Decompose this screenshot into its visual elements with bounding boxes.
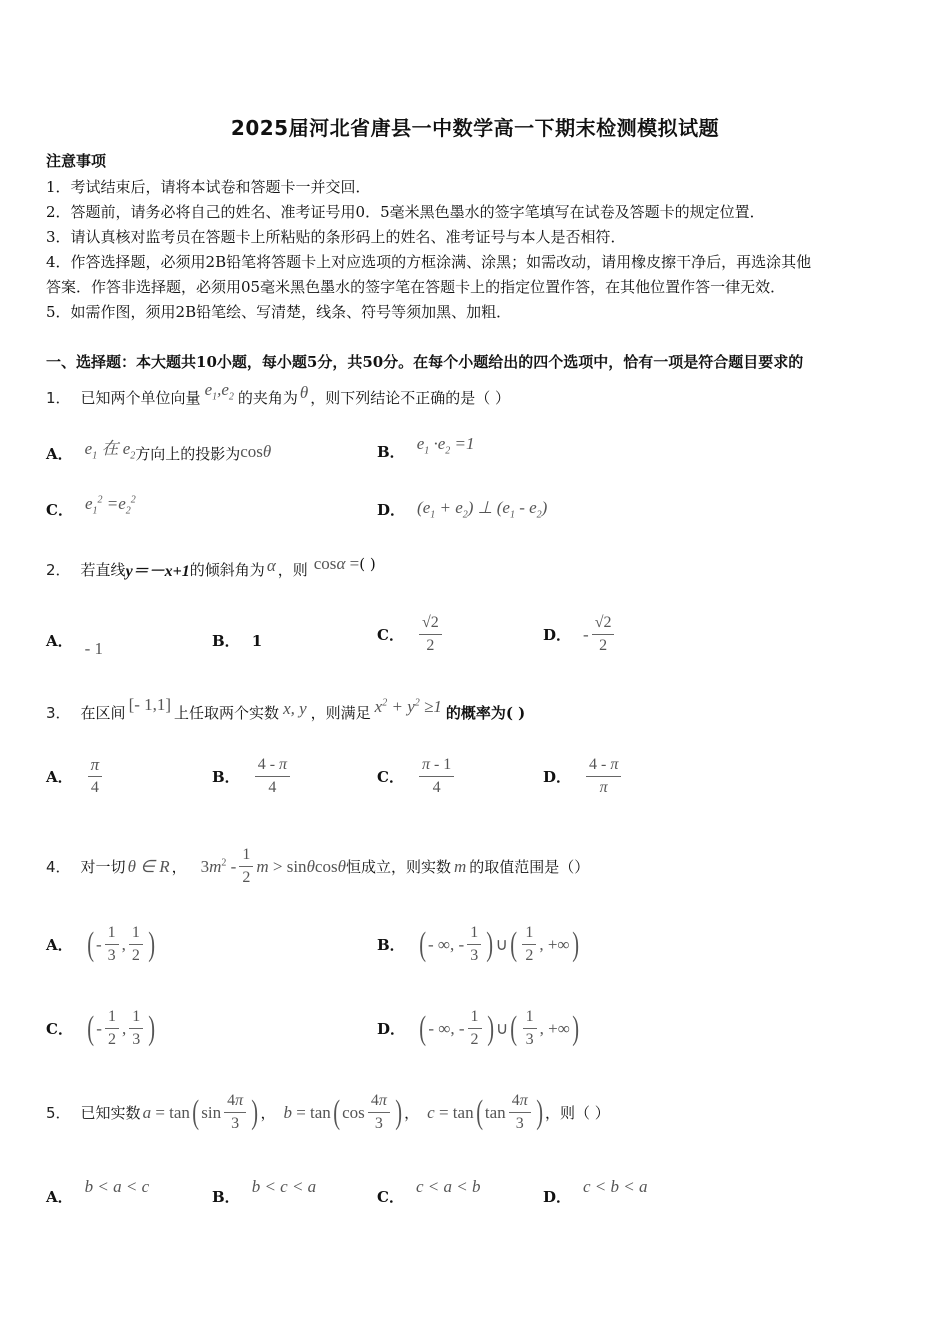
question-2: 2． 若直线 y＝－x+1 的倾斜角为 α ，则 cosα = ( ) (46, 553, 376, 580)
notice-item: 2．答题前，请务必将自己的姓名、准考证号用0．5毫米黑色墨水的签字笔填写在试卷及答题卡的规定位置． (46, 203, 765, 221)
option-4a[interactable]: A． ( - $\frac{1}{3}$ , $\frac{1}{2}$ ) (46, 924, 155, 964)
notice-item: 4．作答选择题，必须用2B铅笔将答题卡上对应选项的方框涂满、涂黑；如需改动，请用橡皮擦干净后，再选涂其他 (46, 253, 812, 271)
question-5: 5． 已知实数 a = tan ( sin $\frac{4\pi}{3}$ ) ， b = tan ( cos $\frac{4\pi}{3}$ ) ， c = tan ( tan $\frac{4\pi}{3}$ ) ，则（ ） (46, 1092, 610, 1132)
option-5d[interactable]: D． c < b < a (543, 1176, 648, 1206)
page-title: 2025届河北省唐县一中数学高一下期末检测模拟试题 (230, 116, 720, 140)
section-heading: 一、选择题：本大题共10小题，每小题5分，共50分。在每个小题给出的四个选项中，恰有一项是符合题目要求的 (46, 353, 804, 371)
option-3a[interactable]: A． $\frac{\pi}{4}$ (46, 756, 105, 797)
notice-item: 答案．作答非选择题，必须用05毫米黑色墨水的签字笔在答题卡上的指定位置作答，在其他位置作答一律无效． (46, 278, 786, 296)
math-e1-e2: $e_1,e_2$ (204, 380, 234, 403)
notice-item: 1．考试结束后，请将本试卷和答题卡一并交回． (46, 178, 371, 196)
option-3c[interactable]: C． $\frac{\pi - 1}{4}$ (377, 756, 457, 797)
notice-item: 3．请认真核对监考员在答题卡上所粘贴的条形码上的姓名、准考证号与本人是否相符． (46, 228, 626, 246)
question-3: 3． 在区间 [- 1,1] 上任取两个实数 x, y ，则满足 $x^2 + y^2 \ge 1$ 的概率为( ) (46, 694, 526, 722)
option-1c[interactable]: C． $e_1^2 =e_2^2$ (46, 494, 136, 519)
option-1a[interactable]: A． $e_1$ 在 $e_2$ 方向上的投影为 cosθ (46, 439, 272, 464)
option-3b[interactable]: B． $\frac{4 - \pi}{4}$ (212, 756, 293, 797)
option-4b[interactable]: B． ( - ∞, - $\frac{1}{3}$ ) ∪ ( $\frac{1}{2}$ , +∞ ) (377, 924, 579, 964)
question-1: 1． 已知两个单位向量 $e_1,e_2$ 的夹角为 θ ，则下列结论不正确的是（ ） (46, 380, 511, 407)
notice-heading: 注意事项 (46, 152, 107, 170)
question-4: 4． 对一切 θ ∈ R ， $3m^2$ - $\frac{1}{2}$ m > sinθcosθ 恒成立，则实数 m 的取值范围是（） (46, 846, 590, 886)
option-2c[interactable]: C． $\frac{√2}{2}$ (377, 614, 445, 655)
option-2a[interactable]: A． - 1 (46, 632, 104, 658)
option-5c[interactable]: C． c < a < b (377, 1176, 481, 1206)
option-2b[interactable]: B． 1 (212, 631, 263, 650)
option-4c[interactable]: C． ( - $\frac{1}{2}$ , $\frac{1}{3}$ ) (46, 1008, 156, 1048)
option-5b[interactable]: B． b < c < a (212, 1176, 317, 1206)
option-1d[interactable]: D． $(e_1 + e_2)$ ⊥ $(e_1 - e_2)$ (377, 498, 548, 521)
option-3d[interactable]: D． $\frac{4 - \pi}{\pi}$ (543, 756, 624, 797)
option-5a[interactable]: A． b < a < c (46, 1176, 150, 1206)
option-1b[interactable]: B． $e_1 \cdot e_2 =1$ (377, 434, 475, 461)
notice-item: 5．如需作图，须用2B铅笔绘、写清楚，线条、符号等须加黑、加粗． (46, 303, 512, 321)
option-2d[interactable]: D． - $\frac{√2}{2}$ (543, 614, 617, 655)
option-4d[interactable]: D． ( - ∞, - $\frac{1}{2}$ ) ∪ ( $\frac{1}{3}$ , +∞ ) (377, 1008, 579, 1048)
